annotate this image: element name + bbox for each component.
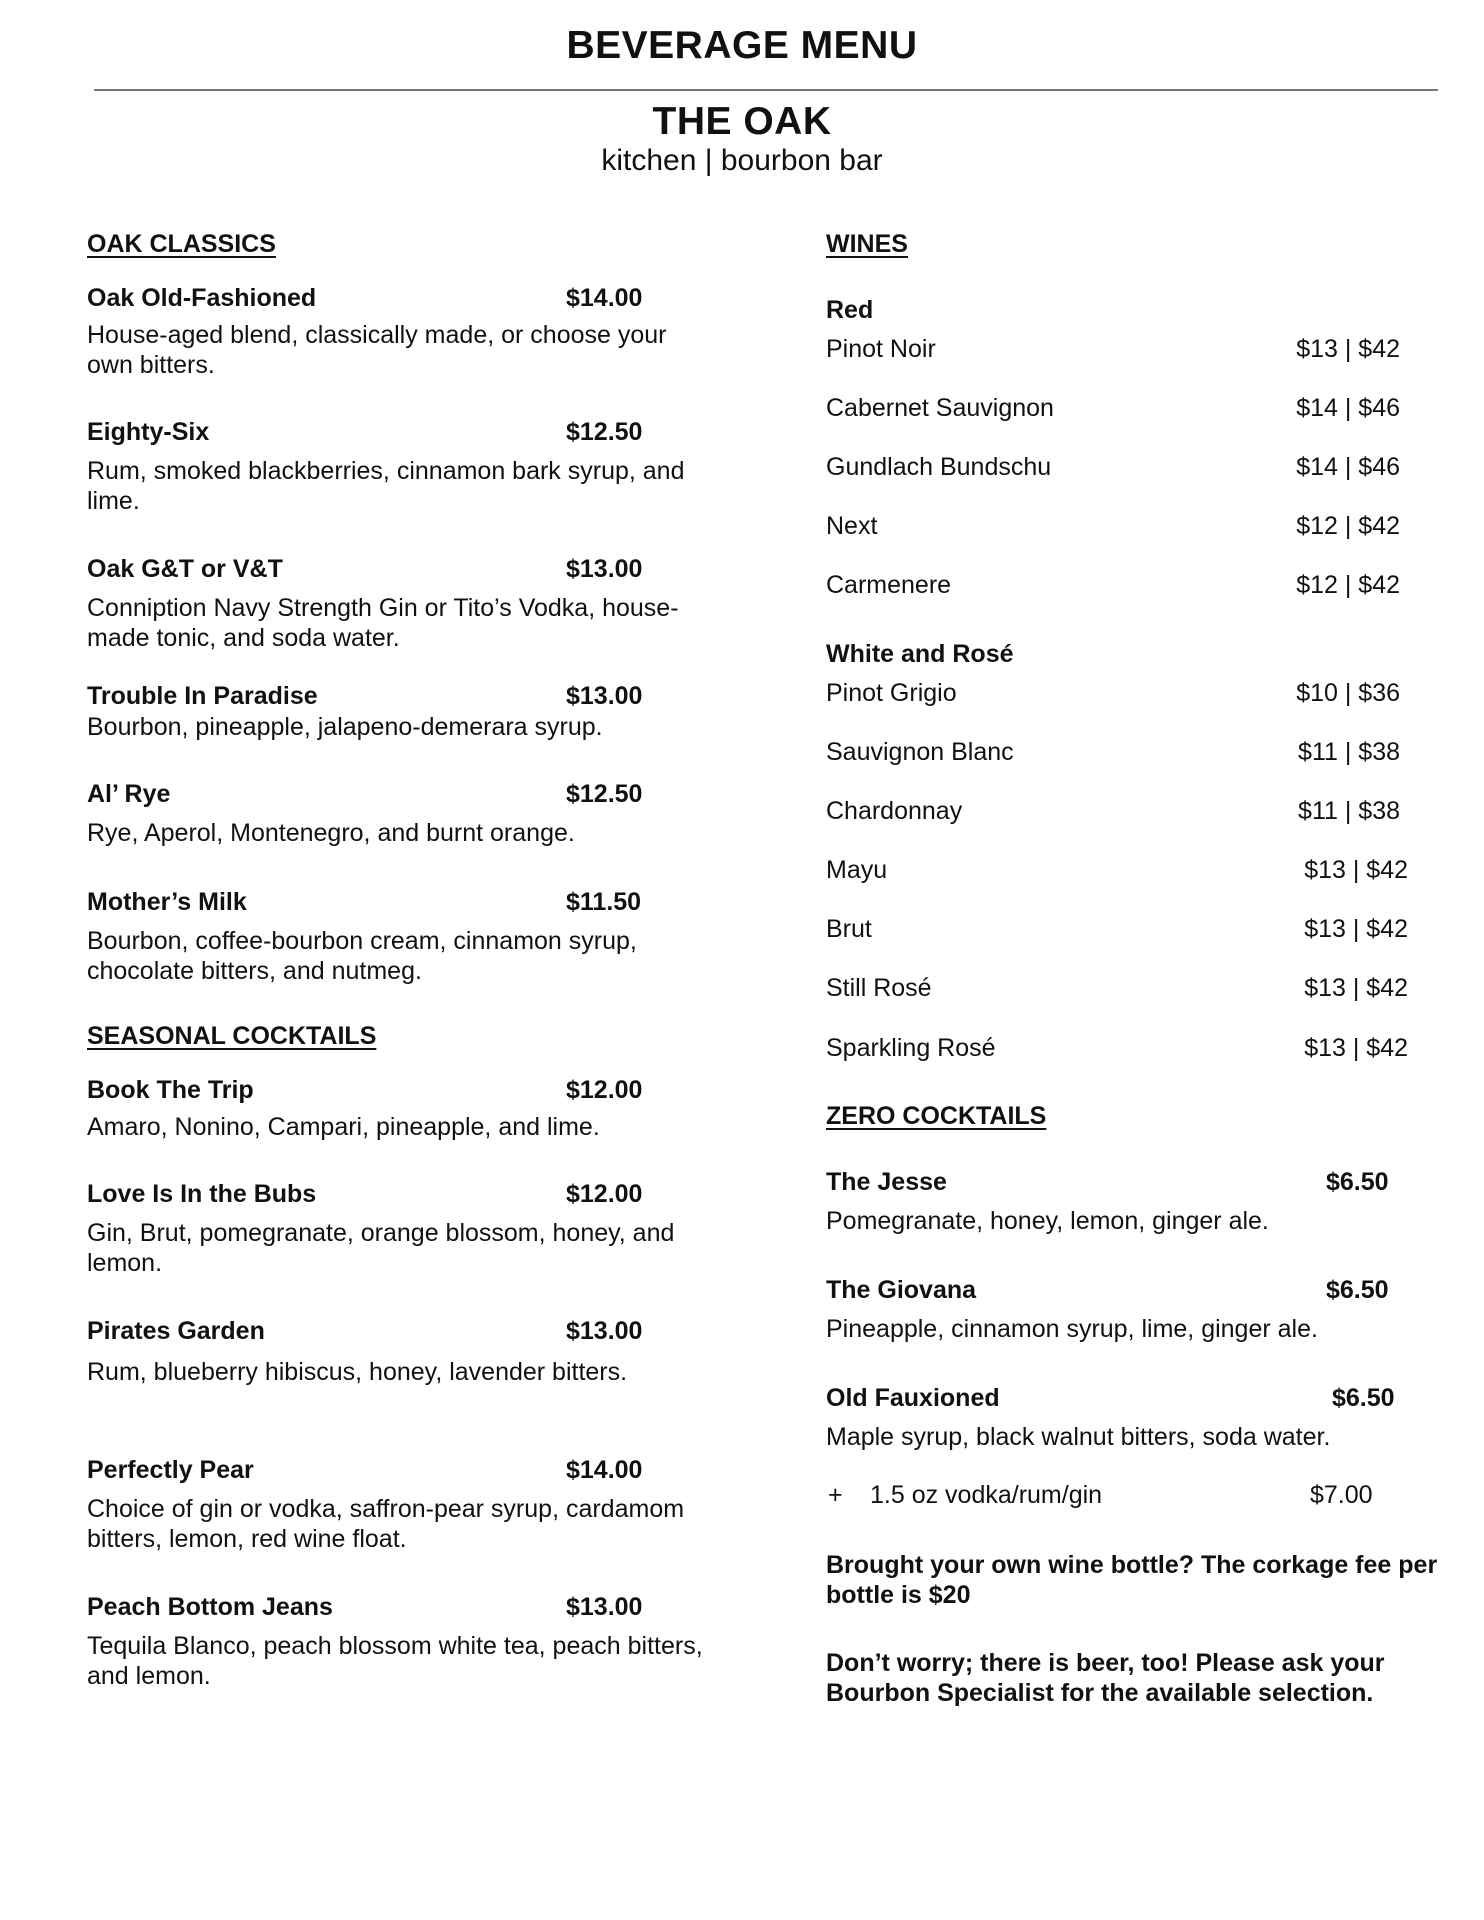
wine-price: $14 | $46 — [1296, 394, 1400, 422]
wine-name: Gundlach Bundschu — [826, 453, 1052, 481]
drink-price: $11.50 — [566, 888, 642, 916]
drink-description: Amaro, Nonino, Campari, pineapple, and lime. — [87, 1113, 600, 1141]
drink-name: Eighty-Six — [87, 418, 210, 446]
drink-name: Al’ Rye — [87, 780, 171, 808]
wine-price: $13 | $42 — [1304, 915, 1408, 943]
red-wine-subheading: Red — [826, 296, 874, 324]
drink-description: Rum, blueberry hibiscus, honey, lavender bitters. — [87, 1358, 628, 1386]
wine-price: $13 | $42 — [1296, 335, 1400, 363]
drink-name: Pirates Garden — [87, 1317, 265, 1345]
drink-price: $14.00 — [566, 1456, 643, 1484]
oak-classics-heading: OAK CLASSICS — [87, 230, 276, 258]
addon-plus: + — [828, 1481, 843, 1509]
drink-description: Pineapple, cinnamon syrup, lime, ginger ale. — [826, 1315, 1318, 1343]
drink-price: $6.50 — [1332, 1384, 1395, 1412]
drink-name: Trouble In Paradise — [87, 682, 318, 710]
wine-price: $13 | $42 — [1304, 974, 1408, 1002]
drink-description: Rye, Aperol, Montenegro, and burnt orange. — [87, 819, 575, 847]
wine-price: $13 | $42 — [1304, 1034, 1408, 1062]
zero-cocktails-heading: ZERO COCKTAILS — [826, 1102, 1047, 1130]
drink-name: Oak Old-Fashioned — [87, 284, 317, 312]
addon-label: 1.5 oz vodka/rum/gin — [870, 1481, 1103, 1509]
drink-price: $13.00 — [566, 682, 643, 710]
header-divider — [94, 89, 1438, 91]
drink-description: Bourbon, pineapple, jalapeno-demerara syrup. — [87, 713, 603, 741]
drink-description: Conniption Navy Strength Gin or Tito’s Vodka, house-made tonic, and soda water. — [87, 594, 679, 652]
wine-name: Cabernet Sauvignon — [826, 394, 1054, 422]
drink-description: Choice of gin or vodka, saffron-pear syrup, cardamom bitters, lemon, red wine float. — [87, 1495, 685, 1553]
drink-price: $6.50 — [1326, 1168, 1389, 1196]
corkage-note: Brought your own wine bottle? The corkage fee per bottle is $20 — [826, 1551, 1438, 1609]
beer-note: Don’t worry; there is beer, too! Please ask your Bourbon Specialist for the available selection. — [826, 1649, 1385, 1707]
drink-price: $6.50 — [1326, 1276, 1389, 1304]
menu-title: BEVERAGE MENU — [566, 24, 918, 67]
drink-description: Maple syrup, black walnut bitters, soda water. — [826, 1423, 1331, 1451]
wine-price: $10 | $36 — [1296, 679, 1400, 707]
wines-heading: WINES — [826, 230, 908, 258]
seasonal-cocktails-heading: SEASONAL COCKTAILS — [87, 1022, 377, 1050]
wine-price: $11 | $38 — [1298, 797, 1400, 825]
drink-name: Old Fauxioned — [826, 1384, 1000, 1412]
wine-price: $12 | $42 — [1296, 512, 1400, 540]
drink-price: $13.00 — [566, 555, 643, 583]
wine-price: $14 | $46 — [1296, 453, 1400, 481]
drink-price: $13.00 — [566, 1317, 643, 1345]
drink-name: Peach Bottom Jeans — [87, 1593, 333, 1621]
drink-name: Perfectly Pear — [87, 1456, 254, 1484]
drink-name: Mother’s Milk — [87, 888, 247, 916]
drink-description: Gin, Brut, pomegranate, orange blossom, honey, and lemon. — [87, 1219, 675, 1277]
wine-name: Pinot Noir — [826, 335, 936, 363]
drink-name: Book The Trip — [87, 1076, 254, 1104]
wine-name: Still Rosé — [826, 974, 932, 1002]
wine-name: Sparkling Rosé — [826, 1034, 996, 1062]
white-rose-subheading: White and Rosé — [826, 640, 1014, 668]
drink-price: $13.00 — [566, 1593, 643, 1621]
drink-price: $12.00 — [566, 1076, 643, 1104]
venue-tagline: kitchen | bourbon bar — [601, 144, 883, 177]
drink-price: $14.00 — [566, 284, 643, 312]
wine-name: Chardonnay — [826, 797, 963, 825]
addon-price: $7.00 — [1310, 1481, 1373, 1509]
wine-name: Carmenere — [826, 571, 952, 599]
drink-description: Pomegranate, honey, lemon, ginger ale. — [826, 1207, 1269, 1235]
venue-name: THE OAK — [652, 100, 832, 143]
drink-name: Oak G&T or V&T — [87, 555, 283, 583]
drink-price: $12.50 — [566, 780, 643, 808]
wine-price: $13 | $42 — [1304, 856, 1408, 884]
drink-description: Bourbon, coffee-bourbon cream, cinnamon syrup, chocolate bitters, and nutmeg. — [87, 927, 637, 985]
wine-name: Next — [826, 512, 878, 540]
drink-description: Tequila Blanco, peach blossom white tea, peach bitters, and lemon. — [87, 1632, 703, 1690]
drink-name: Love Is In the Bubs — [87, 1180, 317, 1208]
wine-price: $11 | $38 — [1298, 738, 1400, 766]
wine-name: Brut — [826, 915, 872, 943]
wine-name: Sauvignon Blanc — [826, 738, 1014, 766]
drink-price: $12.50 — [566, 418, 643, 446]
wine-price: $12 | $42 — [1296, 571, 1400, 599]
drink-name: The Giovana — [826, 1276, 977, 1304]
drink-description: Rum, smoked blackberries, cinnamon bark syrup, and lime. — [87, 457, 685, 515]
drink-description: House-aged blend, classically made, or choose your own bitters. — [87, 321, 667, 379]
wine-name: Mayu — [826, 856, 888, 884]
drink-name: The Jesse — [826, 1168, 947, 1196]
drink-price: $12.00 — [566, 1180, 643, 1208]
wine-name: Pinot Grigio — [826, 679, 957, 707]
